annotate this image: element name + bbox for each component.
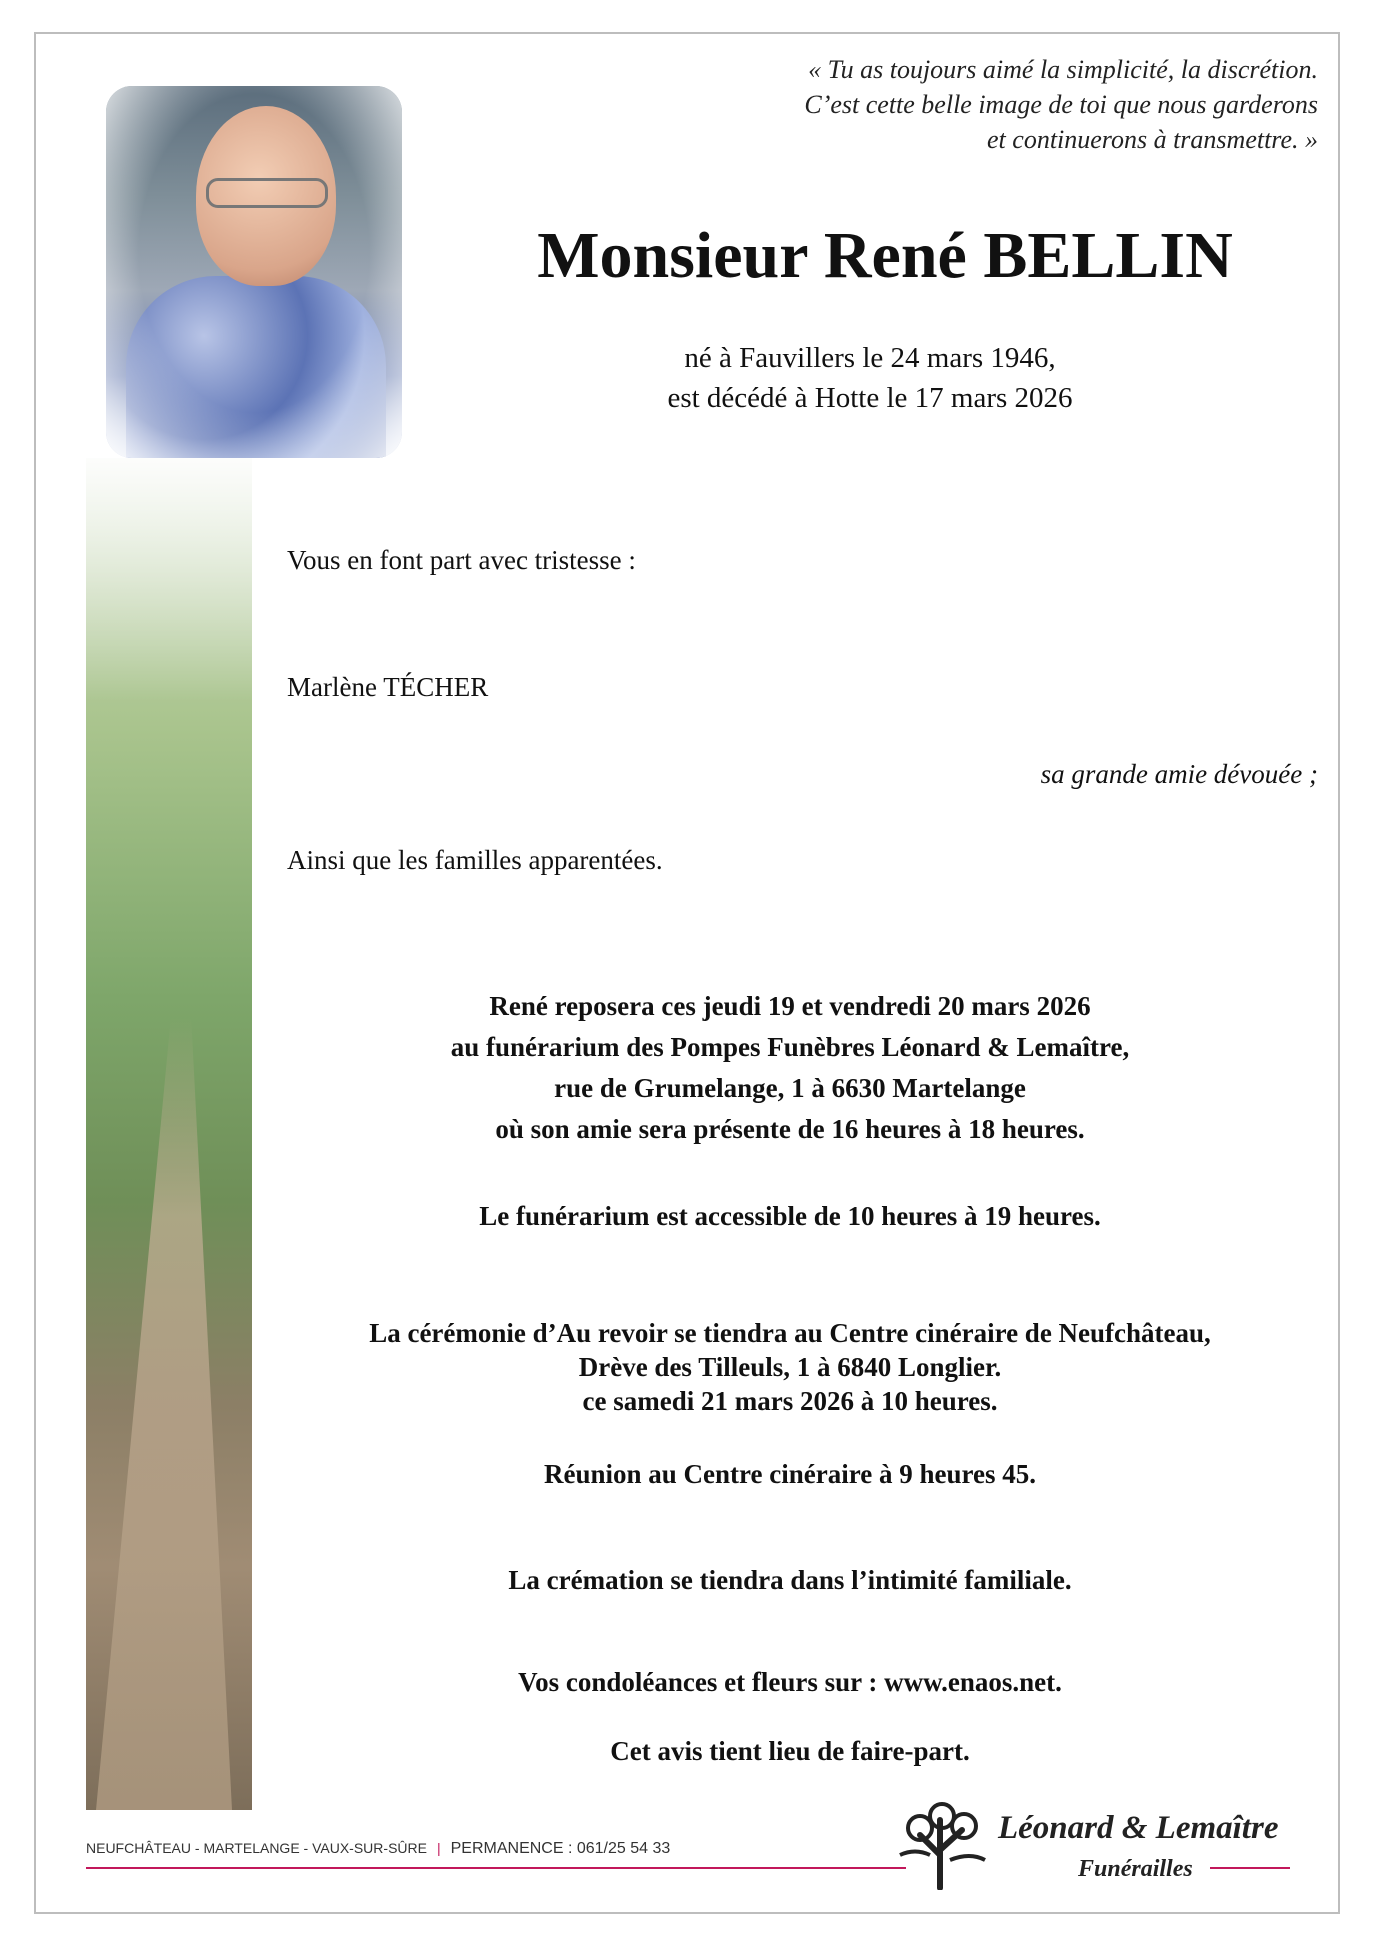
brand-subtitle: Funérailles: [1078, 1856, 1193, 1882]
footer-locations: NEUFCHÂTEAU - MARTELANGE - VAUX-SUR-SÛRE: [86, 1840, 427, 1856]
meeting-line: [300, 1454, 1280, 1495]
deceased-portrait: [106, 86, 402, 458]
ceremony-line: ce samedi 21 mars 2026 à 10 heures.: [582, 1386, 998, 1416]
deceased-name: Monsieur René BELLIN: [537, 219, 1233, 292]
cremation-line: [300, 1560, 1280, 1601]
visitation-line: rue de Grumelange, 1 à 6630 Martelange: [554, 1073, 1026, 1103]
quote-line: C’est cette belle image de toi que nous garderons: [804, 90, 1318, 119]
footer-contact: [86, 1838, 670, 1859]
visitation-block: [300, 986, 1280, 1150]
tree-logo-icon: [890, 1800, 990, 1890]
cremation-text: La crémation se tiendra dans l’intimité familiale.: [508, 1565, 1072, 1595]
notice-text: Cet avis tient lieu de faire-part.: [610, 1736, 970, 1766]
forest-path: [96, 1018, 232, 1810]
funerarium-hours: [300, 1196, 1280, 1237]
ceremony-line: La cérémonie d’Au revoir se tiendra au Centre cinéraire de Neufchâteau,: [369, 1318, 1211, 1348]
mourner-name: Marlène TÉCHER: [287, 672, 489, 702]
meeting-text: Réunion au Centre cinéraire à 9 heures 45.: [544, 1459, 1036, 1489]
portrait-vignette: [106, 86, 402, 458]
birth-line: né à Fauvillers le 24 mars 1946,: [684, 342, 1056, 374]
hours-line: Le funérarium est accessible de 10 heures à 19 heures.: [479, 1201, 1101, 1231]
brand-name: Léonard & Lemaître: [998, 1810, 1279, 1846]
forest-path-image: [86, 458, 252, 1810]
death-line: est décédé à Hotte le 17 mars 2026: [667, 382, 1073, 414]
ceremony-line: Drève des Tilleuls, 1 à 6840 Longlier.: [578, 1352, 1002, 1382]
visitation-line: où son amie sera présente de 16 heures à 18 heures.: [495, 1114, 1085, 1144]
ceremony-block: [300, 1316, 1280, 1418]
epitaph-quote: [558, 52, 1318, 157]
life-dates: [560, 338, 1180, 418]
quote-line: « Tu as toujours aimé la simplicité, la discrétion.: [808, 55, 1318, 84]
footer-accent-line: [86, 1867, 906, 1869]
notice-line: [300, 1731, 1280, 1772]
footer-separator: |: [436, 1840, 441, 1856]
mourner-relation: sa grande amie dévouée ;: [1040, 759, 1318, 789]
footer-accent-line-right: [1210, 1867, 1290, 1869]
families-line: Ainsi que les familles apparentées.: [287, 845, 663, 875]
visitation-line: René reposera ces jeudi 19 et vendredi 20 mars 2026: [489, 991, 1091, 1021]
quote-line: et continuerons à transmettre. »: [987, 125, 1318, 154]
announcement-line: Vous en font part avec tristesse :: [287, 545, 636, 575]
footer-permanence: PERMANENCE : 061/25 54 33: [450, 1840, 671, 1857]
condolences-text: Vos condoléances et fleurs sur : www.enaos.net.: [518, 1667, 1062, 1697]
condolences-line: [300, 1662, 1280, 1703]
visitation-line: au funérarium des Pompes Funèbres Léonard & Lemaître,: [450, 1032, 1130, 1062]
